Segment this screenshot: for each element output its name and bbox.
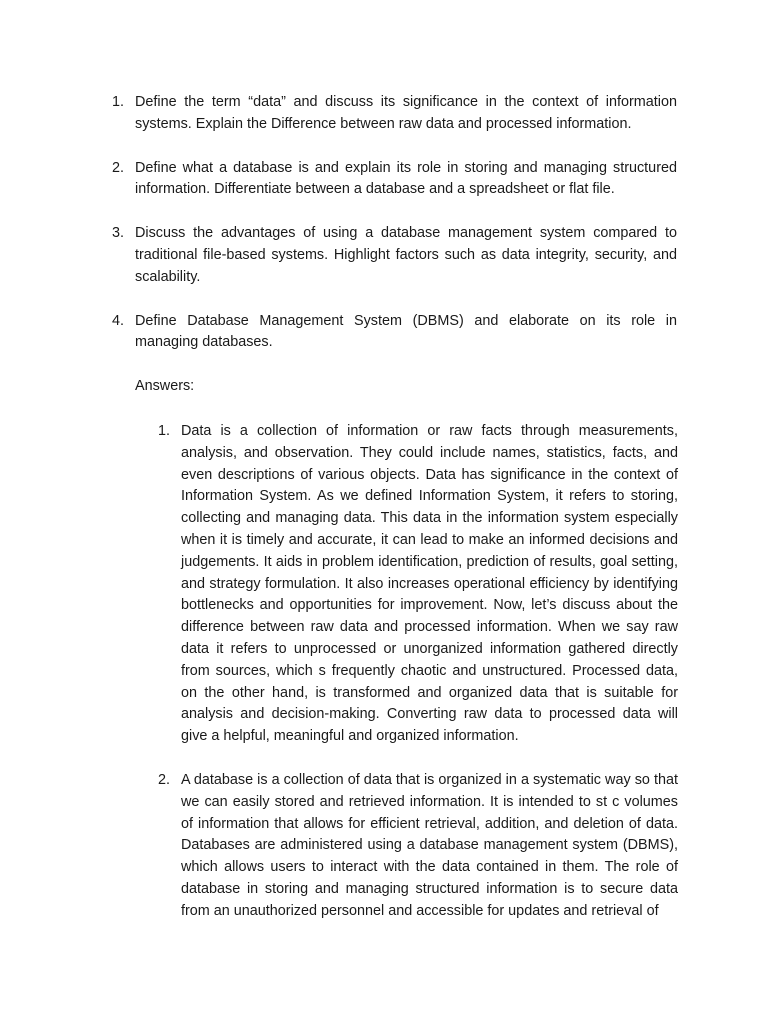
question-number: 3. (112, 225, 125, 242)
answer-item (158, 421, 678, 748)
answers-heading: Answers: (135, 378, 195, 394)
question-item (112, 311, 677, 355)
answer-text: Data is a collection of information or raw facts through measurements, analysis, and observation. They could include names, statistics, facts, and even descriptions of various objects. Data has significance in the context of Information System. As we defined Information System, it refers to storing, collecting and managing data. This data in the information system especially when it is timely and accurate, it can lead to make an informed decisions and judgements. It aids in problem identification, prediction of results, goal setting, and strategy formulation. It also increases operational efficiency by identifying bottlenecks and opportunities for improvement. Now, let’s discuss about the difference between raw data and processed information. When we say raw data it refers to unprocessed or unorganized information gathered directly from sources, which s frequently chaotic and unstructured. Processed data, on the other hand, is transformed and organized data that is suitable for analysis and decision-making. Converting raw data to processed data will give a helpful, meaningful and organized information. (181, 423, 678, 745)
answer-number: 1. (158, 423, 171, 439)
answer-number: 2. (158, 771, 171, 788)
answer-item (158, 770, 678, 923)
question-item (112, 223, 677, 288)
question-item (112, 92, 677, 136)
question-text: Discuss the advantages of using a database management system compared to traditional file-based systems. Highlight factors such as data integrity, security, and scalability. (135, 225, 677, 285)
question-item (112, 158, 677, 202)
question-number: 2. (112, 159, 125, 176)
question-text: Define the term “data” and discuss its significance in the context of information systems. Explain the Difference between raw data and processed information. (135, 94, 677, 132)
question-text: Define Database Management System (DBMS) and elaborate on its role in managing databases. (135, 312, 677, 351)
question-text: Define what a database is and explain its role in storing and managing structured information. Differentiate between a database and a spreadsheet or flat file. (135, 159, 677, 198)
questions-list (112, 92, 677, 354)
question-number: 4. (112, 312, 125, 329)
question-number: 1. (112, 94, 125, 110)
answers-list (158, 421, 678, 945)
answer-text: A database is a collection of data that is organized in a systematic way so that we can easily stored and retrieved information. It is intended to st c volumes of information that allows for efficient retrieval, addition, and deletion of data. Databases are administered using a database management system (DBMS), which allows users to interact with the data contained in them. The role of database in storing and managing structured information is to secure data from an unauthorized personnel and accessible for updates and retrieval of (181, 771, 678, 919)
